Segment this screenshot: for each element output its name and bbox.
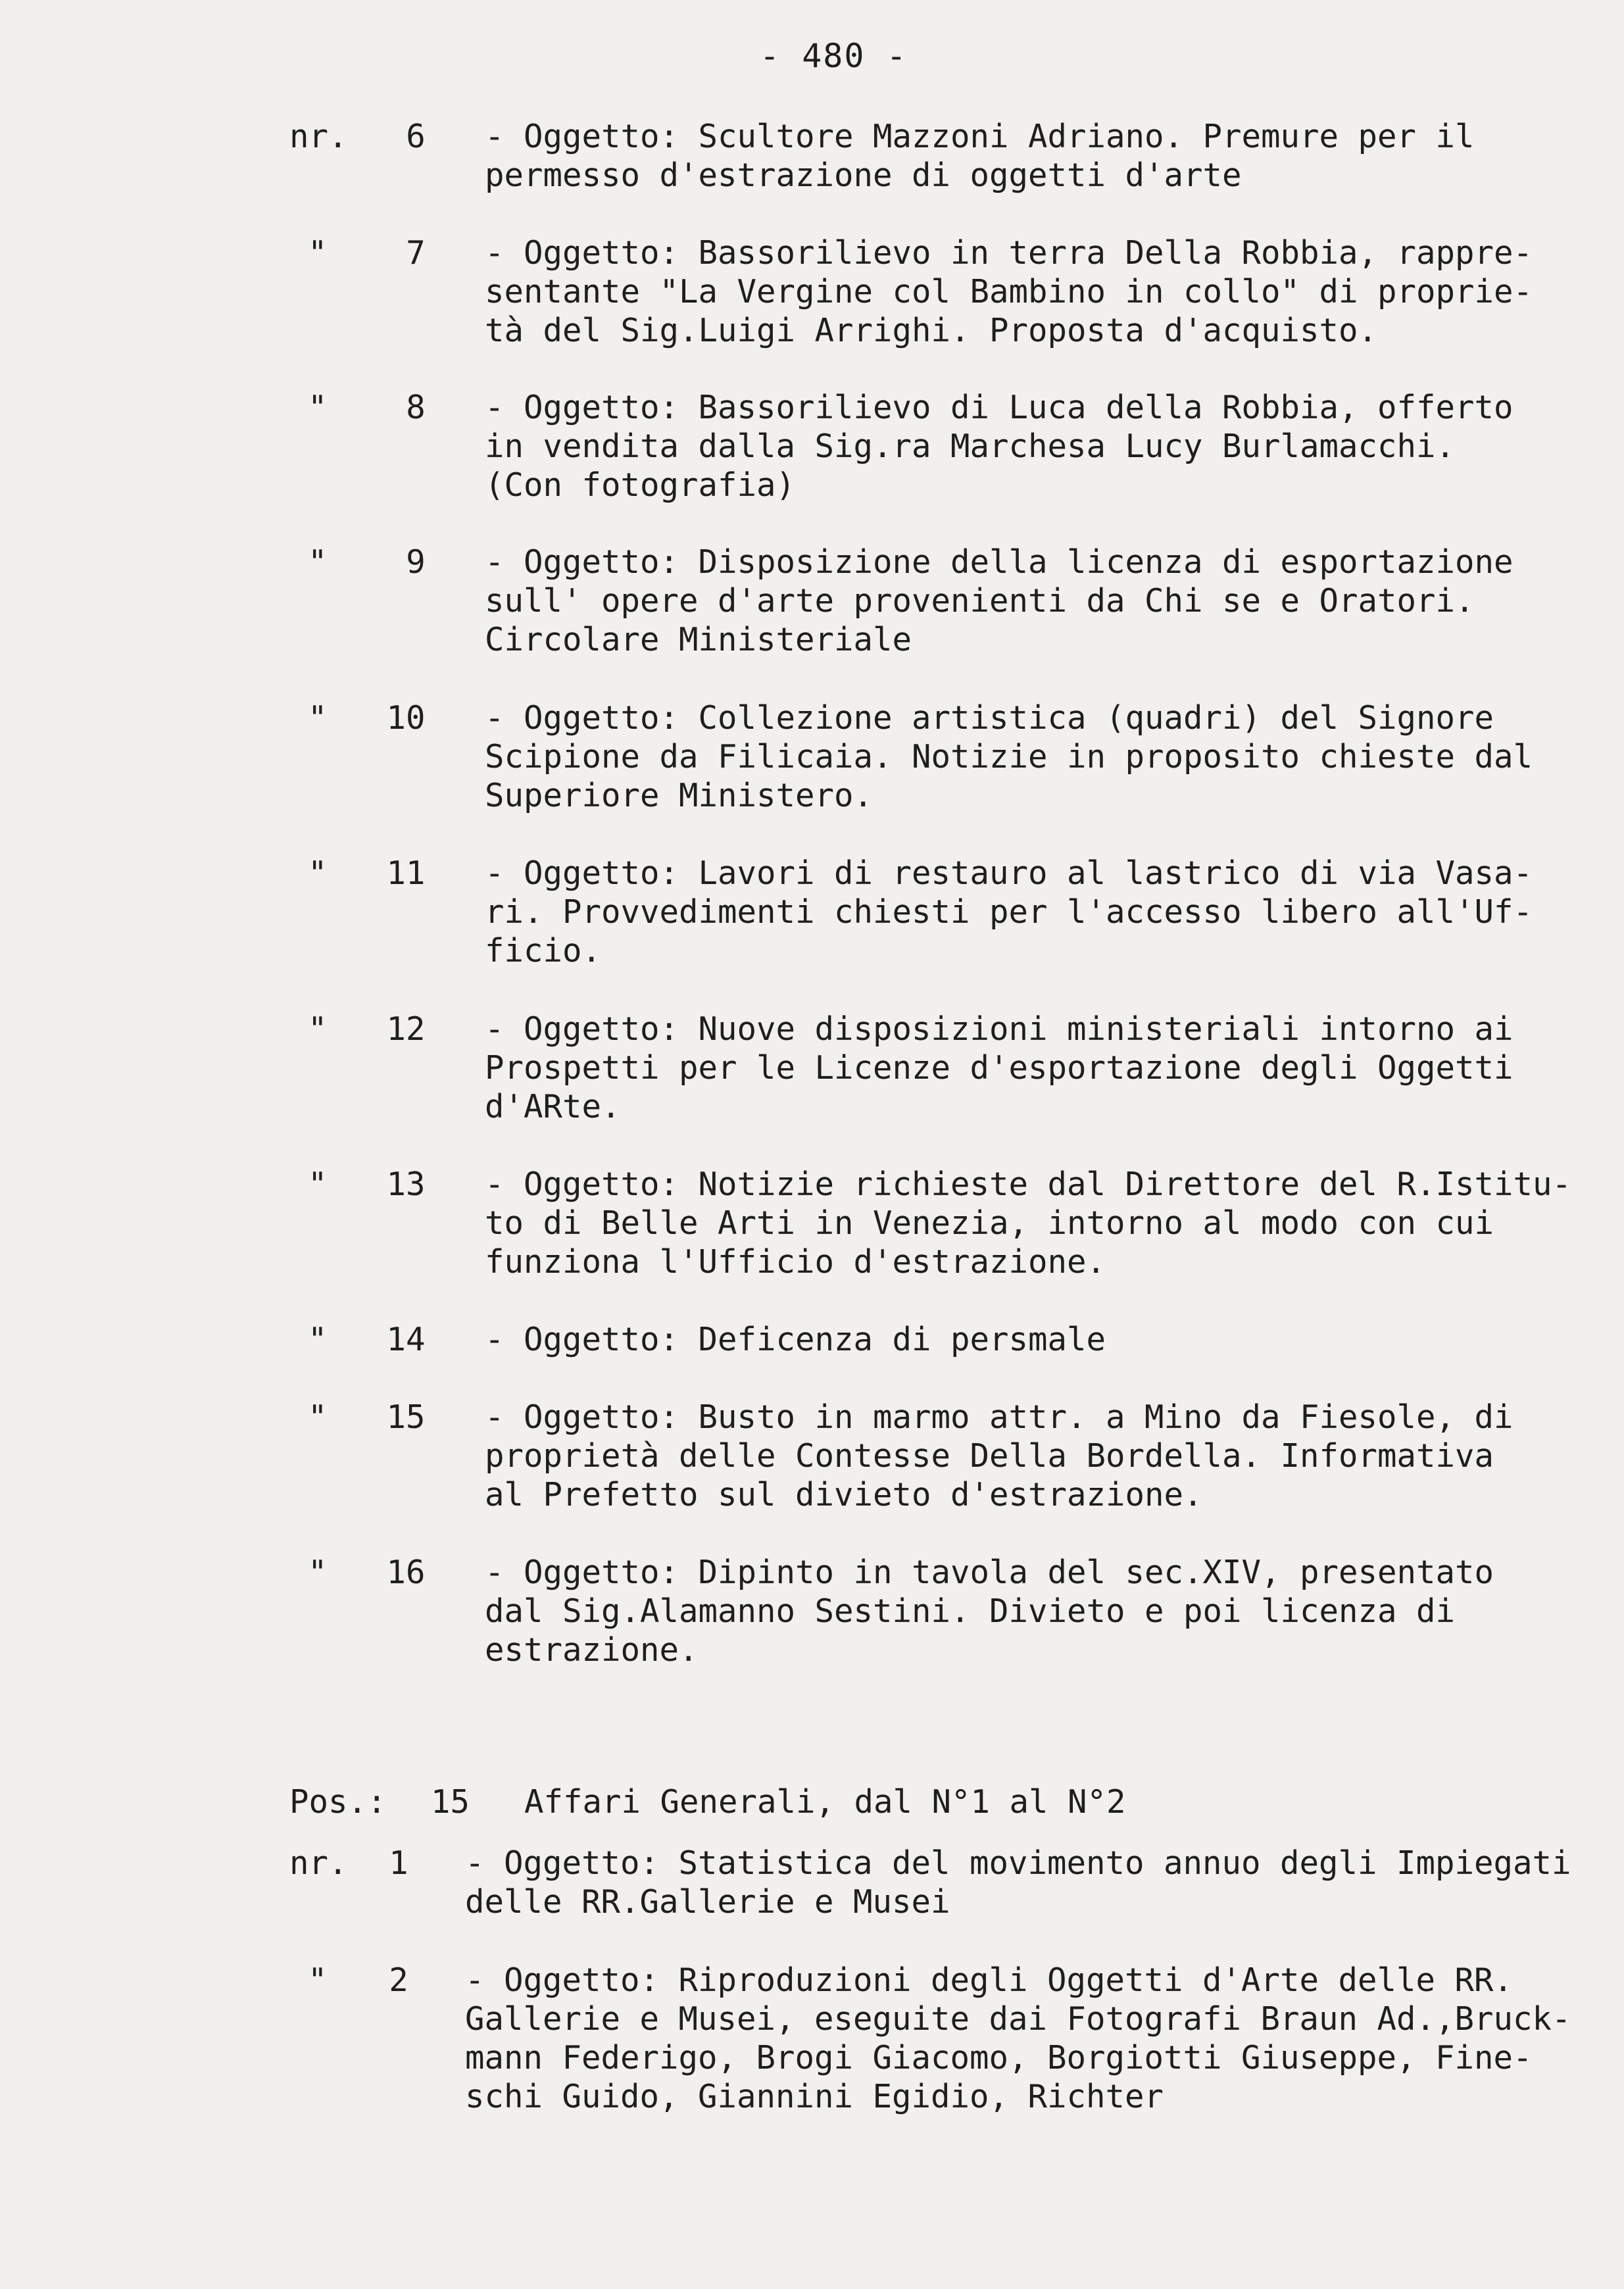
- entry-number: 6: [406, 118, 426, 155]
- entry-text: - Oggetto: Scultore Mazzoni Adriano. Premure per il permesso d'estrazione di oggetti d'arte: [485, 118, 1475, 194]
- ditto-mark: ": [308, 543, 328, 581]
- entry-number: 10: [386, 699, 426, 737]
- section-heading: [289, 1783, 1126, 1821]
- ditto-mark: ": [308, 234, 328, 272]
- entry-number: 14: [386, 1321, 426, 1358]
- entry-text: - Oggetto: Riproduzioni degli Oggetti d'Arte delle RR. Gallerie e Musei, eseguite dai Fotografi Braun Ad.,Bruck- mann Federigo, Brogi Giacomo, Borgiotti Giuseppe, Fine- schi Guido, Giannini Egidio, Richter: [465, 1961, 1571, 2115]
- entry-number: 7: [406, 234, 426, 272]
- ditto-mark: ": [308, 1961, 328, 1999]
- section-title: Affari Generali, dal N°1 al N°2: [524, 1783, 1126, 1821]
- ditto-mark: ": [308, 854, 328, 892]
- ditto-mark: ": [308, 389, 328, 426]
- entry-text: - Oggetto: Dipinto in tavola del sec.XIV, presentato dal Sig.Alamanno Sestini. Divieto e poi licenza di estrazione.: [485, 1554, 1494, 1669]
- entry-number: 16: [386, 1554, 426, 1591]
- ditto-mark: ": [308, 1398, 328, 1436]
- entry-number: 11: [386, 854, 426, 892]
- ditto-mark: ": [308, 699, 328, 737]
- entry-text: - Oggetto: Bassorilievo di Luca della Robbia, offerto in vendita dalla Sig.ra Marchesa Lucy Burlamacchi. (Con fotografia): [485, 389, 1513, 504]
- entry-text: - Oggetto: Disposizione della licenza di esportazione sull' opere d'arte provenienti da Chi se e Oratori. Circolare Ministeriale: [485, 543, 1513, 658]
- entry-text: - Oggetto: Deficenza di persmale: [485, 1321, 1106, 1358]
- entry-label: nr.: [289, 1844, 348, 1882]
- entry-label: nr.: [289, 118, 348, 155]
- entry-number: 2: [389, 1961, 408, 1999]
- ditto-mark: ": [308, 1554, 328, 1591]
- ditto-mark: ": [308, 1321, 328, 1358]
- entry-number: 1: [389, 1844, 408, 1882]
- position-label: Pos.:: [289, 1783, 387, 1821]
- entry-text: - Oggetto: Notizie richieste dal Direttore del R.Istitu- to di Belle Arti in Venezia, intorno al modo con cui funziona l'Ufficio d'estrazione.: [485, 1166, 1572, 1281]
- entry-number: 13: [386, 1166, 426, 1203]
- entry-text: - Oggetto: Busto in marmo attr. a Mino da Fiesole, di proprietà delle Contesse Della Bordella. Informativa al Prefetto sul divieto d'estrazione.: [485, 1398, 1513, 1514]
- entry-number: 12: [386, 1010, 426, 1048]
- entry-text: - Oggetto: Bassorilievo in terra Della Robbia, rappre- sentante "La Vergine col Bambino in collo" di proprie- tà del Sig.Luigi Arrighi. Proposta d'acquisto.: [485, 234, 1533, 349]
- entry-text: - Oggetto: Statistica del movimento annuo degli Impiegati delle RR.Gallerie e Musei: [465, 1844, 1571, 1921]
- entry-number: 8: [406, 389, 426, 426]
- position-number: 15: [431, 1783, 470, 1821]
- entry-text: - Oggetto: Collezione artistica (quadri) del Signore Scipione da Filicaia. Notizie in proposito chieste dal Superiore Ministero.: [485, 699, 1533, 814]
- entry-text: - Oggetto: Lavori di restauro al lastrico di via Vasa- ri. Provvedimenti chiesti per l'accesso libero all'Uf- ficio.: [485, 854, 1533, 970]
- ditto-mark: ": [308, 1010, 328, 1048]
- page-number: - 480 -: [760, 37, 908, 75]
- ditto-mark: ": [308, 1166, 328, 1203]
- entry-text: - Oggetto: Nuove disposizioni ministeriali intorno ai Prospetti per le Licenze d'esportazione degli Oggetti d'ARte.: [485, 1010, 1513, 1125]
- entry-number: 15: [386, 1398, 426, 1436]
- entry-number: 9: [406, 543, 426, 581]
